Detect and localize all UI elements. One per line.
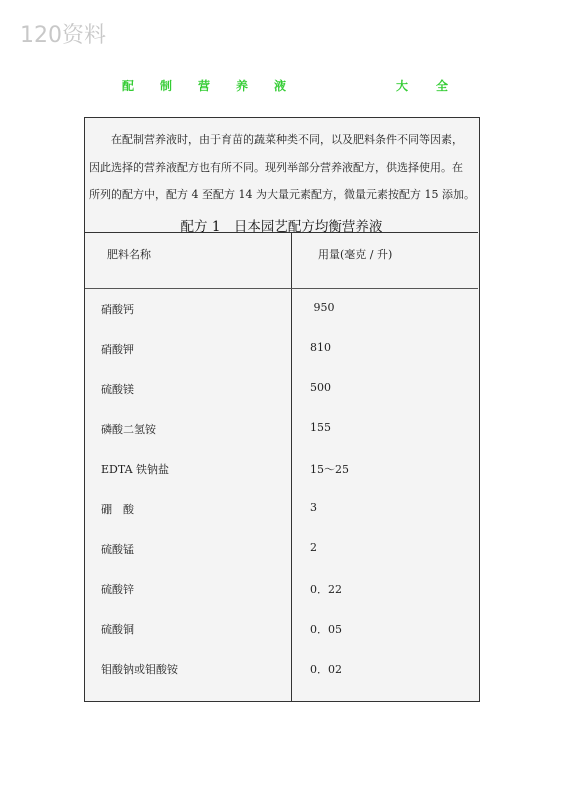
table-row bbox=[85, 661, 478, 681]
column-header-fertilizer-name: 肥料名称 bbox=[107, 248, 151, 261]
table-row bbox=[85, 461, 478, 481]
table-row bbox=[85, 541, 478, 561]
document-box bbox=[84, 117, 480, 702]
fertilizer-name-cell: 硫酸镁 bbox=[101, 383, 134, 396]
recipe-title: 配方 1 日本园艺配方均衡营养液 bbox=[180, 219, 383, 235]
fertilizer-name-cell: 硫酸铜 bbox=[101, 623, 134, 636]
column-header-amount: 用量(毫克 / 升) bbox=[318, 248, 393, 261]
intro-line: 所列的配方中，配方 4 至配方 14 为大量元素配方，微量元素按配方 15 添加。 bbox=[89, 188, 475, 201]
fertilizer-name-cell: 硝酸钾 bbox=[101, 343, 134, 356]
intro-line: 在配制营养液时，由于育苗的蔬菜种类不同，以及肥料条件不同等因素， bbox=[111, 133, 463, 146]
table-row bbox=[85, 341, 478, 361]
amount-cell: 810 bbox=[310, 341, 331, 354]
amount-cell: 0．22 bbox=[310, 583, 342, 596]
amount-cell: 3 bbox=[310, 501, 317, 514]
table-row bbox=[85, 501, 478, 521]
amount-cell: 950 bbox=[310, 301, 335, 314]
page-title-left: 配制营养液 bbox=[122, 79, 313, 93]
fertilizer-name-cell: 硝酸钙 bbox=[101, 303, 134, 316]
amount-cell: 0．02 bbox=[310, 663, 342, 676]
table-row bbox=[85, 301, 478, 321]
intro-line: 因此选择的营养液配方也有所不同。现列举部分营养液配方，供选择使用。在 bbox=[89, 160, 463, 174]
fertilizer-name-cell: EDTA 铁钠盐 bbox=[101, 463, 170, 476]
table-row bbox=[85, 581, 478, 601]
table-row bbox=[85, 421, 478, 441]
fertilizer-name-cell: 硫酸锰 bbox=[101, 543, 134, 556]
fertilizer-name-cell: 磷酸二氢铵 bbox=[101, 423, 156, 436]
watermark-logo: 120资料 bbox=[20, 23, 106, 48]
amount-cell: 15～25 bbox=[310, 463, 349, 476]
table-row bbox=[85, 621, 478, 641]
page-title-right: 大全 bbox=[396, 79, 477, 93]
amount-cell: 2 bbox=[310, 541, 317, 554]
table-top-border bbox=[85, 232, 478, 233]
table-header-divider bbox=[85, 288, 478, 289]
intro-paragraph bbox=[85, 118, 478, 209]
table-row bbox=[85, 381, 478, 401]
fertilizer-name-cell: 钼酸钠或钼酸铵 bbox=[101, 663, 178, 676]
amount-cell: 155 bbox=[310, 421, 331, 434]
fertilizer-name-cell: 硫酸锌 bbox=[101, 583, 134, 596]
amount-cell: 500 bbox=[310, 381, 331, 394]
amount-cell: 0．05 bbox=[310, 623, 342, 636]
fertilizer-name-cell: 硼 酸 bbox=[101, 503, 134, 516]
